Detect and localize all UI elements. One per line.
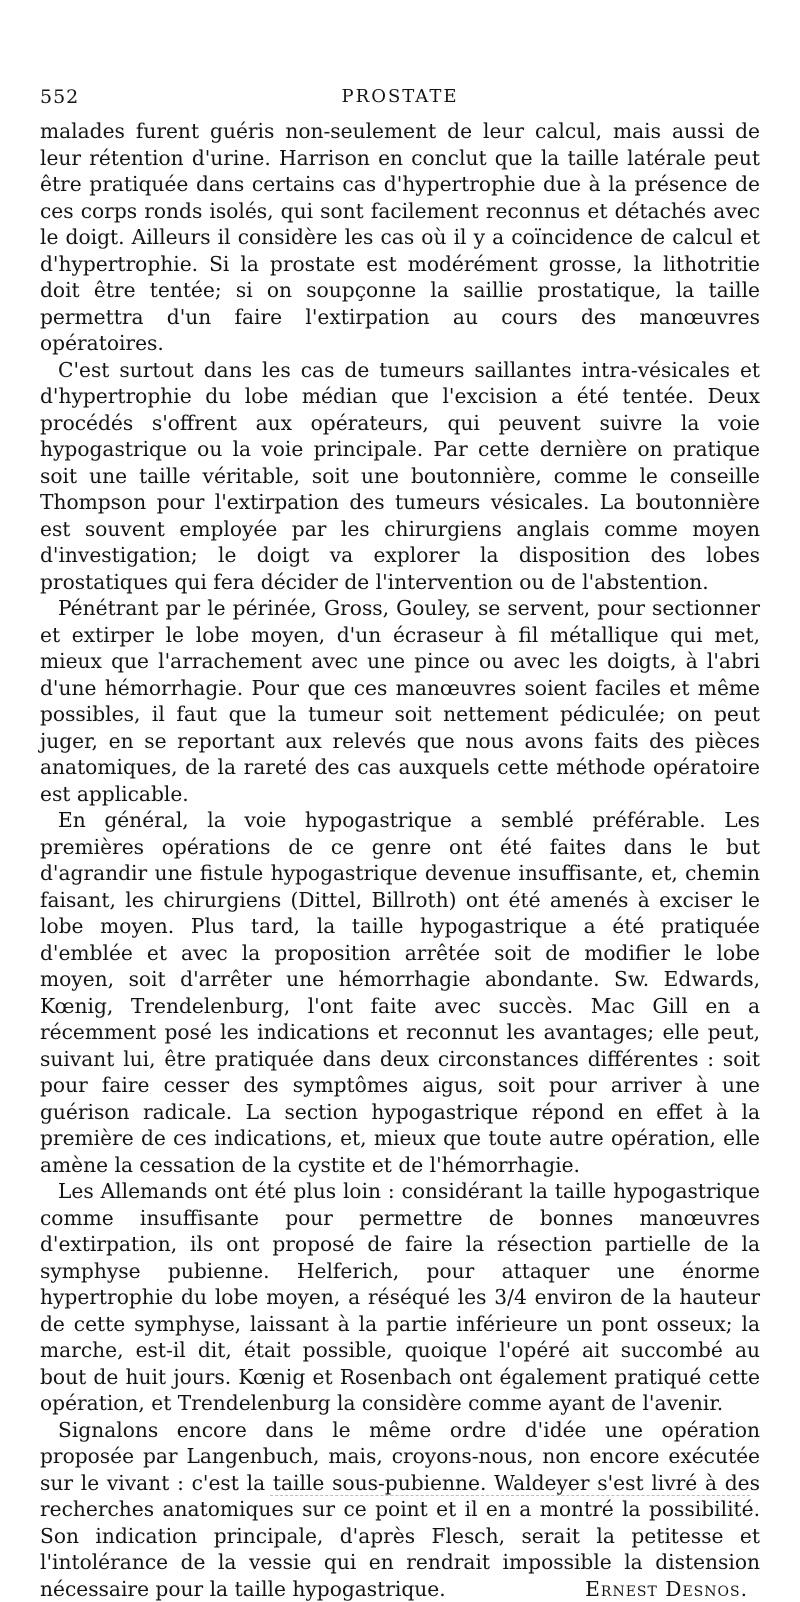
page-number: 552 xyxy=(40,86,79,108)
paragraph-6 xyxy=(40,1417,760,1602)
running-title: PROSTATE xyxy=(40,86,760,107)
paragraph-1: malades furent guéris non-seulement de leur calcul, mais aussi de leur rétention d'urine. Harrison en conclut que la taille latérale peut être pratiquée dans certains cas d'hypertrophie due à la présence de ces corps ronds isolés, qui sont facilement reconnus et détachés avec le doigt. Ailleurs il considère les cas où il y a coïncidence de calcul et d'hypertrophie. Si la prostate est modérément grosse, la lithotritie doit être tentée; si on soupçonne la saillie prostatique, la taille permettra d'un faire l'extirpation au cours des manœuvres opératoires. xyxy=(40,118,760,357)
footer-rule xyxy=(270,1495,750,1496)
page-header xyxy=(40,86,760,114)
paragraph-6-text: Signalons encore dans le même ordre d'idée une opération proposée par Langenbuch, mais, croyons-nous, non encore exécutée sur le vivant : c'est la taille sous-pubienne. Waldeyer s'est livré à des recherches anatomiques sur ce point et il en a montré la possibilité. Son indication principale, d'après Flesch, serait la petitesse et l'intolérance de la vessie qui en rendrait impossible la distension nécessaire pour la taille hypogastrique. xyxy=(40,1418,760,1601)
paragraph-3: Pénétrant par le périnée, Gross, Gouley, se servent, pour sectionner et extirper le lobe moyen, d'un écraseur à fil métallique qui met, mieux que l'arrachement avec une pince ou avec les doigts, à l'abri d'une hémorrhagie. Pour que ces manœuvres soient faciles et même possibles, il faut que la tumeur soit nettement pédiculée; on peut juger, en se reportant aux relevés que nous avons faits des pièces anatomiques, de la rareté des cas auxquels cette méthode opératoire est applicable. xyxy=(40,595,760,807)
paragraph-4: En général, la voie hypogastrique a semblé préférable. Les premières opérations de ce genre ont été faites dans le but d'agrandir une fistule hypogastrique devenue insuffisante, et, chemin faisant, les chirurgiens (Dittel, Billroth) ont été amenés à exciser le lobe moyen. Plus tard, la taille hypogastrique a été pratiquée d'emblée et avec la proposition arrêtée soit de modifier le lobe moyen, soit d'arrêter une hémorrhagie abondante. Sw. Edwards, Kœnig, Trendelenburg, l'ont faite avec succès. Mac Gill en a récemment posé les indications et reconnut les avantages; elle peut, suivant lui, être pratiquée dans deux circonstances différentes : soit pour faire cesser des symptômes aigus, soit pour arriver à une guérison radicale. La section hypogastrique répond en effet à la première de ces indications, et, mieux que toute autre opération, elle amène la cessation de la cystite et de l'hémorrhagie. xyxy=(40,807,760,1178)
paragraph-2: C'est surtout dans les cas de tumeurs saillantes intra-vésicales et d'hypertrophie du lobe médian que l'excision a été tentée. Deux procédés s'offrent aux opérateurs, qui peuvent suivre la voie hypogastrique ou la voie principale. Par cette dernière on pratique soit une taille véritable, soit une boutonnière, comme le conseille Thompson pour l'extirpation des tumeurs vésicales. La boutonnière est souvent employée par les chirurgiens anglais comme moyen d'investigation; le doigt va explorer la disposition des lobes prostatiques qui fera décider de l'intervention ou de l'abstention. xyxy=(40,357,760,596)
body-text xyxy=(40,118,760,1602)
author-signature: Ernest Desnos. xyxy=(567,1576,748,1602)
paragraph-5: Les Allemands ont été plus loin : considérant la taille hypogastrique comme insuffisante pour permettre de bonnes manœuvres d'extirpation, ils ont proposé de faire la résection partielle de la symphyse pubienne. Helferich, pour attaquer une énorme hypertrophie du lobe moyen, a réséqué les 3/4 environ de la hauteur de cette symphyse, laissant à la partie inférieure un pont osseux; la marche, est-il dit, était possible, quoique l'opéré ait succombé au bout de huit jours. Kœnig et Rosenbach ont également pratiqué cette opération, et Trendelenburg la considère comme ayant de l'avenir. xyxy=(40,1178,760,1417)
